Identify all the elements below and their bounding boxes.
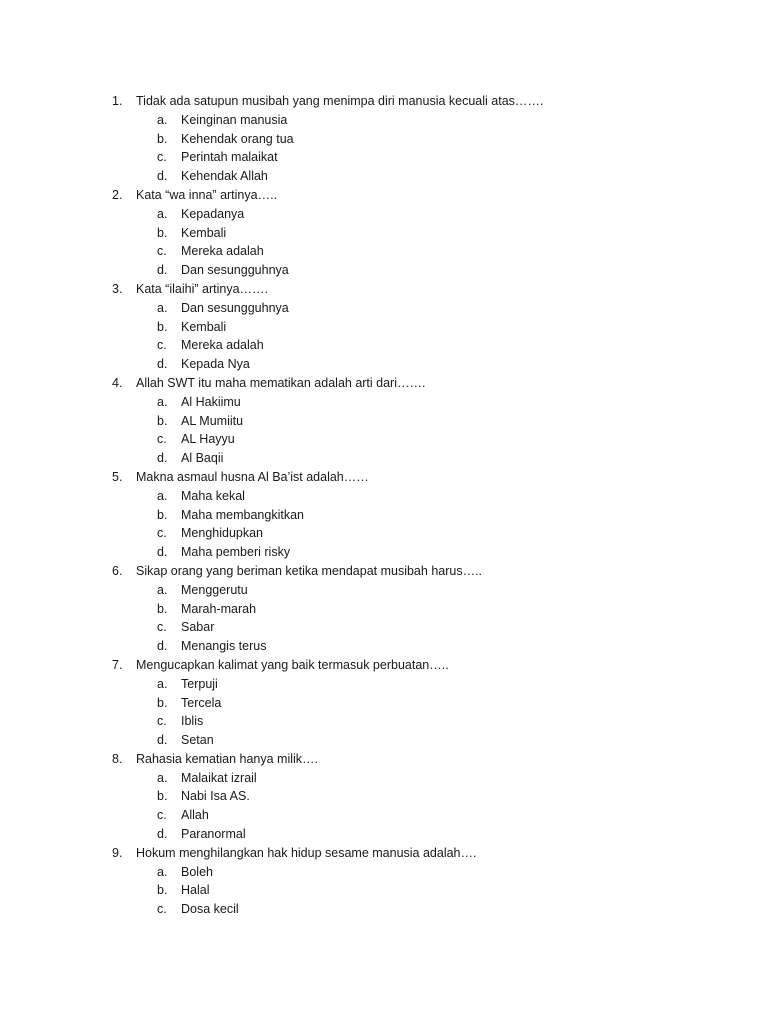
option-text: Nabi Isa AS. <box>181 789 250 804</box>
option-letter: b. <box>157 319 168 334</box>
option-text: Kehendak Allah <box>181 169 268 184</box>
option-letter: c. <box>157 620 167 635</box>
question-3 <box>0 280 768 299</box>
answer-option <box>0 600 768 619</box>
option-text: Allah <box>181 808 209 823</box>
option-letter: a. <box>157 112 168 127</box>
answer-option <box>0 712 768 731</box>
option-letter: d. <box>157 357 168 372</box>
answer-option <box>0 675 768 694</box>
question-number: 7. <box>112 657 123 672</box>
answer-option <box>0 355 768 374</box>
option-letter: d. <box>157 827 168 842</box>
option-letter: b. <box>157 883 168 898</box>
question-9 <box>0 844 768 863</box>
option-letter: b. <box>157 695 168 710</box>
question-number: 2. <box>112 187 123 202</box>
question-number: 4. <box>112 375 123 390</box>
option-text: Marah-marah <box>181 601 257 616</box>
answer-option <box>0 430 768 449</box>
answer-option <box>0 393 768 412</box>
question-number: 9. <box>112 845 123 860</box>
answer-option <box>0 618 768 637</box>
answer-option <box>0 242 768 261</box>
option-text: Paranormal <box>181 827 246 842</box>
option-text: Perintah malaikat <box>181 150 278 165</box>
option-letter: d. <box>157 639 168 654</box>
option-letter: b. <box>157 789 168 804</box>
answer-option <box>0 806 768 825</box>
question-1 <box>0 92 768 111</box>
option-letter: a. <box>157 582 168 597</box>
option-text: Kepada Nya <box>181 357 250 372</box>
answer-option <box>0 900 768 919</box>
option-letter: c. <box>157 150 167 165</box>
question-8 <box>0 750 768 769</box>
answer-option <box>0 449 768 468</box>
option-text: AL Hayyu <box>181 432 235 447</box>
option-letter: b. <box>157 131 168 146</box>
option-letter: a. <box>157 394 168 409</box>
option-text: Keinginan manusia <box>181 112 288 127</box>
answer-option <box>0 694 768 713</box>
option-text: Malaikat izrail <box>181 770 257 785</box>
option-letter: d. <box>157 451 168 466</box>
answer-option <box>0 524 768 543</box>
question-6 <box>0 562 768 581</box>
option-text: Kehendak orang tua <box>181 131 294 146</box>
option-text: Setan <box>181 733 214 748</box>
option-text: Halal <box>181 883 210 898</box>
question-list <box>0 92 768 919</box>
question-7 <box>0 656 768 675</box>
option-letter: c. <box>157 432 167 447</box>
question-text: Hokum menghilangkan hak hidup sesame manusia adalah…. <box>136 845 477 860</box>
option-text: Mereka adalah <box>181 244 264 259</box>
option-text: Al Hakiimu <box>181 394 241 409</box>
option-letter: c. <box>157 902 167 917</box>
answer-option <box>0 769 768 788</box>
option-text: Sabar <box>181 620 215 635</box>
answer-option <box>0 787 768 806</box>
answer-option <box>0 336 768 355</box>
option-text: AL Mumiitu <box>181 413 244 428</box>
answer-option <box>0 731 768 750</box>
option-text: Maha membangkitkan <box>181 507 304 522</box>
answer-option <box>0 261 768 280</box>
answer-option <box>0 543 768 562</box>
question-text: Mengucapkan kalimat yang baik termasuk perbuatan….. <box>136 657 449 672</box>
question-number: 3. <box>112 281 123 296</box>
question-number: 6. <box>112 563 123 578</box>
answer-option <box>0 205 768 224</box>
answer-option <box>0 318 768 337</box>
option-letter: a. <box>157 770 168 785</box>
option-letter: b. <box>157 413 168 428</box>
option-text: Menghidupkan <box>181 526 264 541</box>
question-text: Rahasia kematian hanya milik…. <box>136 751 319 766</box>
option-text: Dosa kecil <box>181 902 239 917</box>
option-letter: c. <box>157 808 167 823</box>
question-number: 1. <box>112 94 123 108</box>
option-letter: c. <box>157 526 167 541</box>
question-text: Sikap orang yang beriman ketika mendapat musibah harus….. <box>136 563 483 578</box>
option-text: Kepadanya <box>181 206 245 221</box>
option-letter: c. <box>157 244 167 259</box>
option-text: Tercela <box>181 695 222 710</box>
option-text: Iblis <box>181 714 204 729</box>
question-number: 5. <box>112 469 123 484</box>
question-text: Tidak ada satupun musibah yang menimpa diri manusia kecuali atas……. <box>136 94 544 108</box>
option-letter: d. <box>157 263 168 278</box>
option-text: Dan sesungguhnya <box>181 300 289 315</box>
answer-option <box>0 299 768 318</box>
option-text: Al Baqii <box>181 451 224 466</box>
option-text: Terpuji <box>181 676 218 691</box>
question-text: Makna asmaul husna Al Ba’ist adalah…… <box>136 469 369 484</box>
answer-option <box>0 412 768 431</box>
option-letter: c. <box>157 714 167 729</box>
option-letter: b. <box>157 225 168 240</box>
answer-option <box>0 224 768 243</box>
option-letter: c. <box>157 338 167 353</box>
option-text: Mereka adalah <box>181 338 264 353</box>
answer-option <box>0 863 768 882</box>
answer-option <box>0 881 768 900</box>
answer-option <box>0 637 768 656</box>
option-letter: b. <box>157 507 168 522</box>
answer-option <box>0 111 768 130</box>
option-letter: a. <box>157 488 168 503</box>
answer-option <box>0 130 768 149</box>
answer-option <box>0 506 768 525</box>
option-letter: d. <box>157 169 168 184</box>
question-text: Allah SWT itu maha mematikan adalah arti dari……. <box>136 375 426 390</box>
option-text: Kembali <box>181 319 227 334</box>
option-text: Menggerutu <box>181 582 248 597</box>
option-text: Maha pemberi risky <box>181 545 291 560</box>
question-5 <box>0 468 768 487</box>
answer-option <box>0 167 768 186</box>
option-text: Kembali <box>181 225 227 240</box>
answer-option <box>0 825 768 844</box>
question-4 <box>0 374 768 393</box>
question-text: Kata “ilaihi” artinya……. <box>136 281 268 296</box>
option-letter: a. <box>157 864 168 879</box>
question-2 <box>0 186 768 205</box>
option-letter: d. <box>157 545 168 560</box>
option-letter: a. <box>157 676 168 691</box>
question-text: Kata “wa inna” artinya….. <box>136 187 278 202</box>
option-text: Boleh <box>181 864 213 879</box>
answer-option <box>0 487 768 506</box>
question-number: 8. <box>112 751 123 766</box>
option-letter: b. <box>157 601 168 616</box>
answer-option <box>0 148 768 167</box>
option-letter: a. <box>157 206 168 221</box>
option-text: Maha kekal <box>181 488 245 503</box>
option-letter: a. <box>157 300 168 315</box>
option-letter: d. <box>157 733 168 748</box>
option-text: Menangis terus <box>181 639 267 654</box>
option-text: Dan sesungguhnya <box>181 263 289 278</box>
answer-option <box>0 581 768 600</box>
